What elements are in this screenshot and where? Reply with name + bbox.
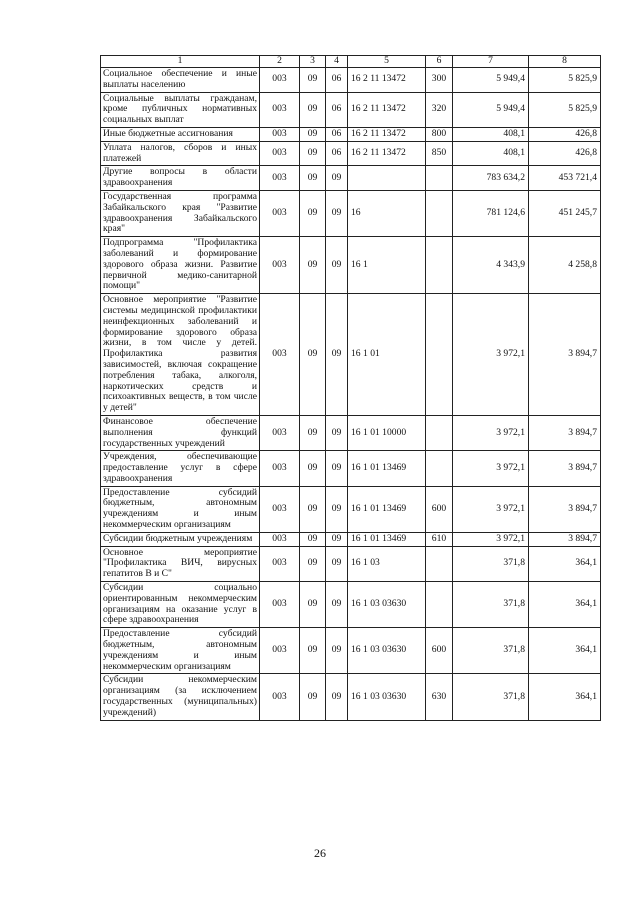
section-cell: 09 bbox=[300, 190, 326, 236]
amount-year2-cell: 426,8 bbox=[529, 127, 601, 141]
amount-year2-cell: 3 894,7 bbox=[529, 415, 601, 450]
column-header: 3 bbox=[300, 56, 326, 68]
expense-type-cell bbox=[426, 546, 453, 581]
expense-type-cell: 300 bbox=[426, 68, 453, 93]
target-article-cell: 16 1 01 13469 bbox=[348, 486, 426, 532]
amount-year1-cell: 5 949,4 bbox=[453, 92, 529, 127]
code-cell: 003 bbox=[260, 486, 300, 532]
expense-type-cell bbox=[426, 237, 453, 294]
amount-year1-cell: 371,8 bbox=[453, 582, 529, 628]
amount-year2-cell: 453 721,4 bbox=[529, 166, 601, 191]
subsection-cell: 09 bbox=[326, 190, 348, 236]
column-header: 7 bbox=[453, 56, 529, 68]
row-name-cell: Предоставление субсидий бюджетным, автономным учреждениям и иным некоммерческим организациям bbox=[101, 486, 260, 532]
table-row bbox=[101, 141, 601, 166]
row-name-cell: Субсидии некоммерческим организациям (за исключением государственных (муниципальных) учреждений) bbox=[101, 674, 260, 720]
code-cell: 003 bbox=[260, 92, 300, 127]
column-header: 1 bbox=[101, 56, 260, 68]
subsection-cell: 09 bbox=[326, 674, 348, 720]
amount-year1-cell: 3 972,1 bbox=[453, 415, 529, 450]
section-cell: 09 bbox=[300, 415, 326, 450]
expense-type-cell bbox=[426, 451, 453, 486]
table-row bbox=[101, 486, 601, 532]
row-name-cell: Государственная программа Забайкальского края "Развитие здравоохранения Забайкальского края" bbox=[101, 190, 260, 236]
table-row bbox=[101, 237, 601, 294]
target-article-cell: 16 bbox=[348, 190, 426, 236]
code-cell: 003 bbox=[260, 451, 300, 486]
subsection-cell: 09 bbox=[326, 294, 348, 416]
amount-year2-cell: 5 825,9 bbox=[529, 92, 601, 127]
code-cell: 003 bbox=[260, 628, 300, 674]
row-name-cell: Иные бюджетные ассигнования bbox=[101, 127, 260, 141]
row-name-cell: Подпрограмма "Профилактика заболеваний и формирование здорового образа жизни. Развитие первичной медико-санитарной помощи" bbox=[101, 237, 260, 294]
amount-year1-cell: 3 972,1 bbox=[453, 451, 529, 486]
amount-year1-cell: 783 634,2 bbox=[453, 166, 529, 191]
amount-year1-cell: 408,1 bbox=[453, 141, 529, 166]
section-cell: 09 bbox=[300, 582, 326, 628]
amount-year2-cell: 364,1 bbox=[529, 674, 601, 720]
amount-year2-cell: 426,8 bbox=[529, 141, 601, 166]
column-header: 6 bbox=[426, 56, 453, 68]
amount-year2-cell: 451 245,7 bbox=[529, 190, 601, 236]
amount-year2-cell: 3 894,7 bbox=[529, 486, 601, 532]
amount-year1-cell: 371,8 bbox=[453, 674, 529, 720]
amount-year2-cell: 5 825,9 bbox=[529, 68, 601, 93]
table-row bbox=[101, 92, 601, 127]
target-article-cell: 16 2 11 13472 bbox=[348, 127, 426, 141]
expense-type-cell bbox=[426, 294, 453, 416]
column-header: 2 bbox=[260, 56, 300, 68]
subsection-cell: 09 bbox=[326, 582, 348, 628]
target-article-cell: 16 1 01 bbox=[348, 294, 426, 416]
row-name-cell: Социальное обеспечение и иные выплаты населению bbox=[101, 68, 260, 93]
table-row bbox=[101, 68, 601, 93]
section-cell: 09 bbox=[300, 68, 326, 93]
amount-year2-cell: 364,1 bbox=[529, 546, 601, 581]
expense-type-cell: 630 bbox=[426, 674, 453, 720]
table-row bbox=[101, 546, 601, 581]
section-cell: 09 bbox=[300, 166, 326, 191]
table-row bbox=[101, 582, 601, 628]
code-cell: 003 bbox=[260, 68, 300, 93]
subsection-cell: 06 bbox=[326, 141, 348, 166]
row-name-cell: Социальные выплаты гражданам, кроме публичных нормативных социальных выплат bbox=[101, 92, 260, 127]
expense-type-cell: 800 bbox=[426, 127, 453, 141]
amount-year1-cell: 3 972,1 bbox=[453, 532, 529, 546]
page-number: 26 bbox=[314, 846, 326, 860]
table-row bbox=[101, 166, 601, 191]
table-row bbox=[101, 532, 601, 546]
row-name-cell: Предоставление субсидий бюджетным, автономным учреждениям и иным некоммерческим организациям bbox=[101, 628, 260, 674]
target-article-cell: 16 1 03 03630 bbox=[348, 582, 426, 628]
section-cell: 09 bbox=[300, 294, 326, 416]
table-row bbox=[101, 415, 601, 450]
section-cell: 09 bbox=[300, 674, 326, 720]
code-cell: 003 bbox=[260, 190, 300, 236]
target-article-cell: 16 1 03 03630 bbox=[348, 628, 426, 674]
expense-type-cell bbox=[426, 415, 453, 450]
row-name-cell: Учреждения, обеспечивающие предоставление услуг в сфере здравоохранения bbox=[101, 451, 260, 486]
amount-year1-cell: 5 949,4 bbox=[453, 68, 529, 93]
subsection-cell: 09 bbox=[326, 486, 348, 532]
code-cell: 003 bbox=[260, 532, 300, 546]
row-name-cell: Основное мероприятие "Профилактика ВИЧ, вирусных гепатитов В и С" bbox=[101, 546, 260, 581]
target-article-cell: 16 1 bbox=[348, 237, 426, 294]
amount-year1-cell: 371,8 bbox=[453, 628, 529, 674]
subsection-cell: 09 bbox=[326, 415, 348, 450]
amount-year1-cell: 4 343,9 bbox=[453, 237, 529, 294]
amount-year1-cell: 781 124,6 bbox=[453, 190, 529, 236]
subsection-cell: 09 bbox=[326, 546, 348, 581]
amount-year2-cell: 3 894,7 bbox=[529, 532, 601, 546]
table-row bbox=[101, 674, 601, 720]
amount-year1-cell: 3 972,1 bbox=[453, 486, 529, 532]
subsection-cell: 09 bbox=[326, 237, 348, 294]
section-cell: 09 bbox=[300, 92, 326, 127]
subsection-cell: 09 bbox=[326, 166, 348, 191]
expense-type-cell: 850 bbox=[426, 141, 453, 166]
section-cell: 09 bbox=[300, 486, 326, 532]
table-row bbox=[101, 127, 601, 141]
code-cell: 003 bbox=[260, 127, 300, 141]
subsection-cell: 06 bbox=[326, 92, 348, 127]
code-cell: 003 bbox=[260, 141, 300, 166]
section-cell: 09 bbox=[300, 546, 326, 581]
amount-year2-cell: 364,1 bbox=[529, 582, 601, 628]
amount-year2-cell: 3 894,7 bbox=[529, 294, 601, 416]
amount-year1-cell: 408,1 bbox=[453, 127, 529, 141]
column-header: 8 bbox=[529, 56, 601, 68]
section-cell: 09 bbox=[300, 451, 326, 486]
table-row bbox=[101, 190, 601, 236]
code-cell: 003 bbox=[260, 294, 300, 416]
code-cell: 003 bbox=[260, 415, 300, 450]
expense-type-cell: 600 bbox=[426, 628, 453, 674]
target-article-cell: 16 1 03 03630 bbox=[348, 674, 426, 720]
table-header-row bbox=[101, 56, 601, 68]
row-name-cell: Основное мероприятие "Развитие системы медицинской профилактики неинфекционных заболеваний и формирование здорового образа жизни, в том числе у детей. Профилактика развития зависимостей, включая сокращение потребления табака, алкоголя, наркотических средств и психоактивных веществ, в том числе у детей" bbox=[101, 294, 260, 416]
target-article-cell: 16 2 11 13472 bbox=[348, 141, 426, 166]
section-cell: 09 bbox=[300, 532, 326, 546]
expense-type-cell: 600 bbox=[426, 486, 453, 532]
section-cell: 09 bbox=[300, 237, 326, 294]
expense-type-cell: 320 bbox=[426, 92, 453, 127]
amount-year1-cell: 371,8 bbox=[453, 546, 529, 581]
code-cell: 003 bbox=[260, 237, 300, 294]
subsection-cell: 09 bbox=[326, 451, 348, 486]
column-header: 4 bbox=[326, 56, 348, 68]
section-cell: 09 bbox=[300, 127, 326, 141]
code-cell: 003 bbox=[260, 674, 300, 720]
row-name-cell: Финансовое обеспечение выполнения функций государственных учреждений bbox=[101, 415, 260, 450]
expense-type-cell bbox=[426, 190, 453, 236]
target-article-cell: 16 2 11 13472 bbox=[348, 92, 426, 127]
budget-table bbox=[100, 55, 601, 721]
code-cell: 003 bbox=[260, 166, 300, 191]
row-name-cell: Другие вопросы в области здравоохранения bbox=[101, 166, 260, 191]
subsection-cell: 06 bbox=[326, 127, 348, 141]
target-article-cell: 16 1 01 10000 bbox=[348, 415, 426, 450]
column-header: 5 bbox=[348, 56, 426, 68]
amount-year1-cell: 3 972,1 bbox=[453, 294, 529, 416]
subsection-cell: 09 bbox=[326, 532, 348, 546]
target-article-cell: 16 1 01 13469 bbox=[348, 451, 426, 486]
code-cell: 003 bbox=[260, 546, 300, 581]
row-name-cell: Субсидии социально ориентированным некоммерческим организациям на оказание услуг в сфере здравоохранения bbox=[101, 582, 260, 628]
row-name-cell: Субсидии бюджетным учреждениям bbox=[101, 532, 260, 546]
target-article-cell bbox=[348, 166, 426, 191]
target-article-cell: 16 2 11 13472 bbox=[348, 68, 426, 93]
row-name-cell: Уплата налогов, сборов и иных платежей bbox=[101, 141, 260, 166]
target-article-cell: 16 1 01 13469 bbox=[348, 532, 426, 546]
amount-year2-cell: 364,1 bbox=[529, 628, 601, 674]
amount-year2-cell: 3 894,7 bbox=[529, 451, 601, 486]
table-row bbox=[101, 451, 601, 486]
subsection-cell: 09 bbox=[326, 628, 348, 674]
amount-year2-cell: 4 258,8 bbox=[529, 237, 601, 294]
expense-type-cell bbox=[426, 166, 453, 191]
expense-type-cell: 610 bbox=[426, 532, 453, 546]
section-cell: 09 bbox=[300, 141, 326, 166]
expense-type-cell bbox=[426, 582, 453, 628]
table-row bbox=[101, 294, 601, 416]
code-cell: 003 bbox=[260, 582, 300, 628]
target-article-cell: 16 1 03 bbox=[348, 546, 426, 581]
section-cell: 09 bbox=[300, 628, 326, 674]
table-row bbox=[101, 628, 601, 674]
subsection-cell: 06 bbox=[326, 68, 348, 93]
